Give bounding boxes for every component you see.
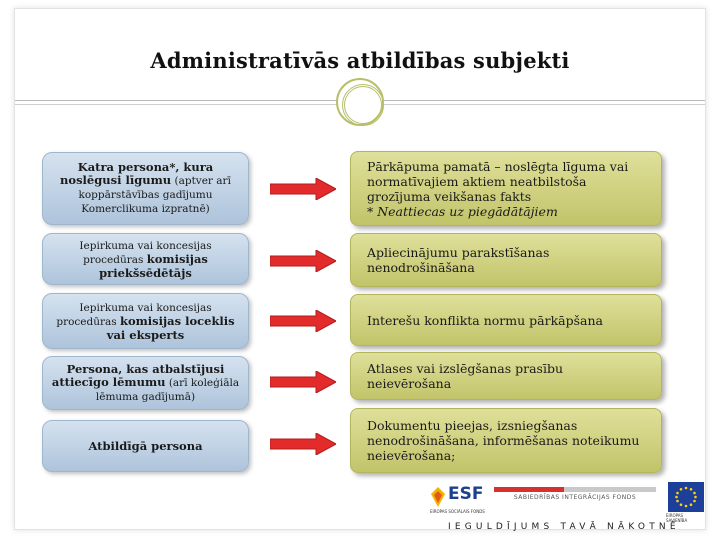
sif-logo: [494, 480, 656, 520]
arrow-right-icon: [270, 433, 336, 455]
violation-1-note: * Neattiecas uz piegādātājiem: [367, 203, 558, 219]
esf-logo-icon: [430, 486, 446, 508]
violation-box-3: [350, 294, 662, 346]
violation-2-text: Apliecinājumu parakstīšanas nenodrošināšana: [367, 245, 550, 275]
subject-1-post: (aptver arī koppārstāvības gadījumu Komerclikuma izpratnē): [78, 175, 231, 215]
arrow-right-icon: [270, 310, 336, 332]
esf-logo: [428, 480, 490, 520]
subject-3-pre: Iepirkuma vai koncesijas procedūras: [56, 301, 212, 328]
ornament-icon: [336, 78, 384, 126]
violation-box-1: [350, 151, 662, 226]
subject-1-bold: Katra persona*, kura noslēgusi līgumu: [60, 160, 214, 187]
eu-sublabel: EIROPAS SAVIENĪBA: [666, 513, 688, 523]
subject-4-post: (arī koleģiāla lēmuma gadījumā): [95, 376, 240, 403]
esf-label: ESF: [448, 484, 484, 504]
subject-box-3: [42, 293, 249, 349]
subject-5-bold: Atbildīgā persona: [88, 438, 203, 453]
subject-box-5: [42, 420, 249, 472]
slogan: IEGULDĪJUMS TAVĀ NĀKOTNĒ: [448, 522, 680, 532]
violation-box-5: [350, 408, 662, 473]
subject-box-1: [42, 152, 249, 225]
subject-3-bold: komisijas loceklis vai eksperts: [106, 313, 235, 342]
arrow-right-icon: [270, 371, 336, 393]
esf-sublabel: EIROPAS SOCIĀLAIS FONDS: [430, 509, 485, 514]
sif-label: SABIEDRĪBAS INTEGRĀCIJAS FONDS: [513, 494, 637, 501]
subject-2-pre: Iepirkuma vai koncesijas procedūras: [79, 239, 212, 266]
eu-flag-icon: [668, 482, 704, 512]
subject-box-4: [42, 356, 249, 410]
subject-2-bold: komisijas priekšsēdētājs: [99, 251, 208, 280]
funding-logos: [428, 480, 704, 523]
violation-5-text: Dokumentu pieejas, izsniegšanas nenodrošināšana, informēšanas noteikumu neievērošana;: [367, 418, 640, 463]
subject-box-2: [42, 233, 249, 285]
arrow-right-icon: [270, 178, 336, 200]
violation-3-text: Interešu konflikta normu pārkāpšana: [367, 312, 603, 328]
subject-4-bold: Persona, kas atbalstījusi attiecīgo lēmumu: [51, 361, 225, 389]
violation-box-4: [350, 352, 662, 400]
sif-stripes: [494, 487, 656, 492]
violation-1-text: Pārkāpuma pamatā – noslēgta līguma vai normatīvajiem aktiem neatbilstoša grozījuma veikšanas fakts: [367, 158, 629, 204]
violation-box-2: [350, 233, 662, 287]
arrow-right-icon: [270, 250, 336, 272]
slide-title: Administratīvās atbildības subjekti: [150, 48, 570, 73]
violation-4-text: Atlases vai izslēgšanas prasību neievērošana: [367, 361, 564, 391]
